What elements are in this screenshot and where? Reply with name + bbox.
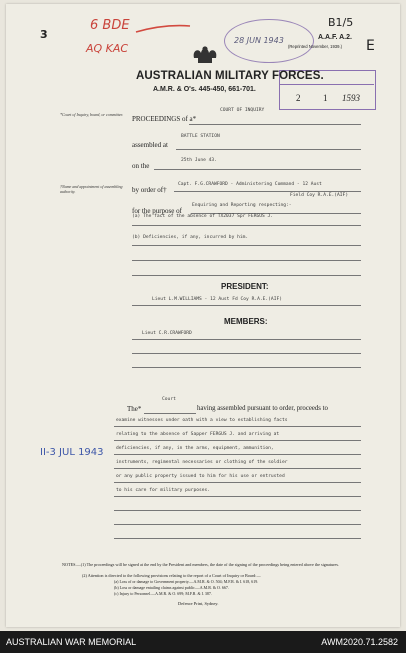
body-rule-1 [114, 426, 361, 427]
body-rule-4 [114, 468, 361, 469]
on-line [154, 169, 361, 170]
stamp-divider [279, 84, 374, 85]
notes-text-2c: (c) Injury to Personnel.—A.M.R. & O. 699; M.F.R. & I. 387. [114, 591, 212, 596]
proceedings-value: COURT OF INQUIRY [220, 108, 265, 113]
purpose-value: Enquiring and Reporting respecting:- [192, 203, 292, 208]
body-rule-6 [114, 496, 361, 497]
notes-text-2a: (a) Loss of or damage to Government property.—A.M.R. & O. 504; M.F.R. & I. 618, 619. [114, 579, 259, 584]
purpose-item-a: (a) The fact of the absence of TX2037 Spr FERGUS J. [132, 214, 274, 219]
members-line-2 [132, 353, 361, 354]
members-value: Lieut C.R.CRAWFORD [142, 331, 192, 336]
body-rule-8 [114, 524, 361, 525]
document-page [6, 4, 400, 627]
notes-text-2b: (b) Loss or damage entailing claims against public.—A.M.R. & O. 667. [114, 585, 229, 590]
note-court-type: *Court of Inquiry, board, or committee. [60, 112, 124, 117]
body-rule-5 [114, 482, 361, 483]
body-middle: having assembled pursuant to order, proceeds to [197, 405, 328, 412]
court-word: Court [162, 397, 176, 402]
stamp-bar-value-3: 1593 [342, 93, 360, 103]
footer-institution: AUSTRALIAN WAR MEMORIAL [6, 637, 137, 647]
purpose-line-a [132, 225, 361, 226]
stamp-bar-value-2: 1 [323, 93, 328, 103]
order-value-1: Capt. F.G.CRAWFORD - Administering Command - 12 Aust [178, 182, 322, 187]
proceedings-label: PROCEEDINGS of a* [132, 115, 197, 123]
purpose-label: for the purpose of [132, 207, 182, 215]
reference-number: B1/5 [328, 16, 354, 29]
on-label: on the [132, 162, 150, 170]
red-annotation-unit: 6 BDE [90, 18, 130, 33]
members-line-1 [132, 339, 361, 340]
order-line [174, 191, 361, 192]
body-line-1: examine witnesses under oath with a view to establishing facts [116, 418, 288, 423]
president-heading: PRESIDENT: [221, 282, 269, 291]
corner-letter: E [366, 38, 375, 54]
archive-footer [0, 631, 406, 653]
order-value-2: Field Coy R.A.E.(AIF) [290, 193, 349, 198]
notes-text-1: NOTES.—(1) The proceedings will be signed at the end by the President and members, the date of the signing of the proceedings being entered above the signatures. [62, 562, 340, 567]
president-line [132, 305, 361, 306]
on-value: 25th June 43. [181, 158, 217, 163]
purpose-line-c [132, 260, 361, 261]
assembled-line [176, 149, 361, 150]
assembled-value: BATTLE STATION [181, 134, 220, 139]
printer-imprint: Defence Print, Sydney. [178, 601, 219, 606]
body-rule-2 [114, 440, 361, 441]
purpose-line-d [132, 275, 361, 276]
purpose-line-b [132, 245, 361, 246]
note-authority: †Name and appointment of assembling authority. [60, 184, 123, 194]
body-rule-9 [114, 538, 361, 539]
purpose-item-b: (b) Deficiencies, if any, incurred by him. [132, 235, 249, 240]
body-line-5: or any public property issued to him for his use or entrusted [116, 474, 285, 479]
footer-accession-number: AWM2020.71.2582 [321, 637, 398, 647]
order-label: by order of† [132, 186, 167, 194]
body-blank-line [144, 413, 196, 414]
stamp-bar-value-1: 2 [296, 93, 301, 103]
president-value: Lieut L.M.WILLIAMS - 12 Aust Fd Coy R.A.E.(AIF) [152, 297, 282, 302]
form-subtitle: A.M.R. & O's. 445-450, 661-701. [153, 86, 256, 93]
red-annotation-unit-2: AQ KAC [86, 42, 129, 55]
body-rule-7 [114, 510, 361, 511]
form-title: AUSTRALIAN MILITARY FORCES. [136, 70, 324, 82]
members-heading: MEMBERS: [224, 317, 268, 326]
form-code: A.A.F. A.2. [318, 34, 352, 41]
proceedings-line [189, 124, 361, 125]
form-revision: (Reprinted November, 1939.) [288, 44, 342, 49]
handwritten-number: 3 [40, 28, 48, 41]
members-line-3 [132, 367, 361, 368]
red-strike-line [134, 22, 192, 36]
body-line-6: to his care for military purposes. [116, 488, 211, 493]
assembled-label: assembled at [132, 141, 168, 149]
notes-text-2: (2) Attention is directed to the following provisions relating to the report of a Court of Inquiry or Board:— [82, 573, 261, 578]
body-prefix: The* [127, 405, 142, 413]
margin-date-stamp: II-3 JUL 1943 [40, 447, 104, 458]
body-line-2: relating to the absence of Sapper FERGUS J. and arriving at [116, 432, 280, 437]
crest-logo [191, 44, 219, 66]
body-line-3: deficiencies, if any, in the arms, equipment, ammunition, [116, 446, 274, 451]
stamp-date: 28 JUN 1943 [234, 36, 284, 45]
body-line-4: instruments, regimental necessaries or clothing of the soldier [116, 460, 288, 465]
body-rule-3 [114, 454, 361, 455]
